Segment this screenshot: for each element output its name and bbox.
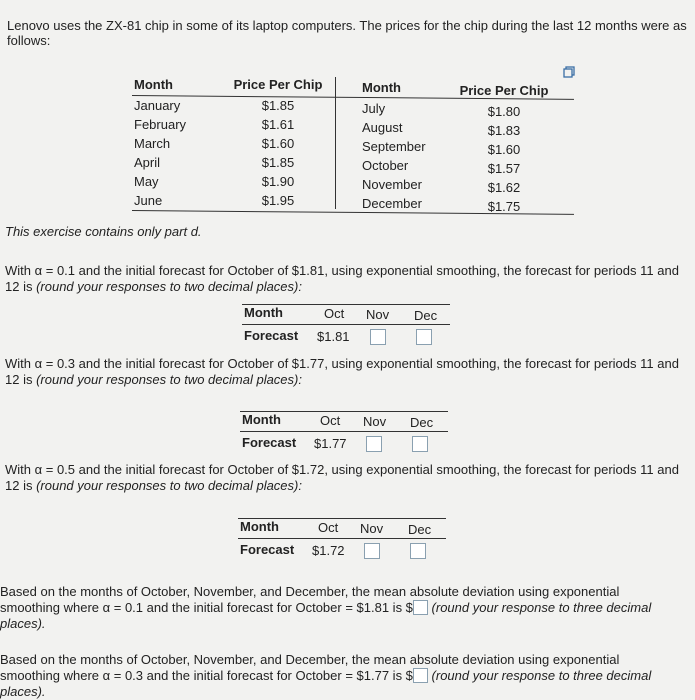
dec-forecast-input[interactable] xyxy=(416,329,432,345)
question-text: With α = 0.5 and the initial forecast for October of $1.72, using exponential smoothing, the forecast for periods 11 and 12 is xyxy=(5,462,679,493)
question-text: With α = 0.1 and the initial forecast for October of $1.81, using exponential smoothing, the forecast for periods 11 and 12 is xyxy=(5,263,679,294)
nov-header: Nov xyxy=(366,307,390,322)
forecast-table-alpha-05 xyxy=(238,518,448,566)
col-price-right xyxy=(452,83,556,214)
mad-question-alpha-01 xyxy=(0,584,660,632)
mad-text: Based on the months of October, November, and December, the mean absolute deviation using exponential smoothing where α = 0.3 and the initial forecast for October = $1.77 is $ xyxy=(0,652,620,683)
oct-header: Oct xyxy=(318,520,339,535)
forecast-label: Forecast xyxy=(240,542,295,557)
forecast-table-alpha-03 xyxy=(240,411,450,459)
price-table xyxy=(132,77,574,217)
header-price-left: Price Per Chip xyxy=(233,77,323,92)
month-cell: April xyxy=(134,155,161,170)
price-cell: $1.57 xyxy=(487,161,521,176)
price-cell: $1.80 xyxy=(487,104,521,119)
month-cell: May xyxy=(134,174,159,189)
header-month-right: Month xyxy=(362,80,401,95)
oct-header: Oct xyxy=(324,306,345,321)
rounding-instruction: (round your responses to two decimal places): xyxy=(36,279,302,294)
rounding-instruction: (round your responses to two decimal places): xyxy=(36,372,302,387)
question-text: With α = 0.3 and the initial forecast for October of $1.77, using exponential smoothing, the forecast for periods 11 and 12 is xyxy=(5,356,679,387)
price-cell: $1.75 xyxy=(487,199,521,214)
question-alpha-01 xyxy=(5,263,693,295)
forecast-label: Forecast xyxy=(244,328,299,343)
nov-forecast-input[interactable] xyxy=(364,543,380,559)
nov-header: Nov xyxy=(363,414,387,429)
dec-header: Dec xyxy=(410,415,434,430)
mad-input[interactable] xyxy=(413,668,428,683)
rounding-instruction: (round your response to three decimal places). xyxy=(0,668,652,699)
oct-forecast-value: $1.81 xyxy=(317,329,350,344)
month-cell: June xyxy=(134,193,163,208)
dec-forecast-input[interactable] xyxy=(412,436,428,452)
price-cell: $1.90 xyxy=(261,174,295,189)
month-cell: September xyxy=(362,139,426,154)
price-cell: $1.85 xyxy=(261,98,295,113)
month-cell: November xyxy=(362,177,422,192)
exercise-note: This exercise contains only part d. xyxy=(5,224,202,239)
price-cell: $1.83 xyxy=(487,123,521,138)
price-cell: $1.62 xyxy=(487,180,521,195)
mad-input[interactable] xyxy=(413,600,428,615)
dec-forecast-input[interactable] xyxy=(410,543,426,559)
col-month-right xyxy=(362,80,426,211)
rounding-instruction: (round your responses to two decimal places): xyxy=(36,478,302,493)
mad-text: Based on the months of October, November, and December, the mean absolute deviation using exponential smoothing where α = 0.1 and the initial forecast for October = $1.81 is $ xyxy=(0,584,620,615)
month-cell: December xyxy=(362,196,422,211)
oct-forecast-value: $1.72 xyxy=(312,543,345,558)
month-cell: July xyxy=(362,101,386,116)
price-cell: $1.60 xyxy=(261,136,295,151)
nov-forecast-input[interactable] xyxy=(370,329,386,345)
price-cell: $1.61 xyxy=(261,117,295,132)
dec-header: Dec xyxy=(414,308,438,323)
forecast-label: Forecast xyxy=(242,435,297,450)
mad-question-alpha-03 xyxy=(0,652,660,700)
month-cell: October xyxy=(362,158,409,173)
price-cell: $1.85 xyxy=(261,155,295,170)
month-cell: February xyxy=(134,117,187,132)
oct-forecast-value: $1.77 xyxy=(314,436,347,451)
month-cell: August xyxy=(362,120,403,135)
col-month-left xyxy=(134,77,187,208)
problem-intro: Lenovo uses the ZX-81 chip in some of its laptop computers. The prices for the chip during the last 12 months were as follows: xyxy=(7,18,687,48)
price-cell: $1.95 xyxy=(261,193,295,208)
header-price-right: Price Per Chip xyxy=(459,83,549,98)
oct-header: Oct xyxy=(320,413,341,428)
column-divider xyxy=(335,77,336,209)
month-label: Month xyxy=(244,305,283,320)
question-alpha-05 xyxy=(5,462,693,494)
rounding-instruction: (round your response to three decimal places). xyxy=(0,600,652,631)
forecast-table-alpha-01 xyxy=(242,304,452,352)
header-month-left: Month xyxy=(134,77,173,92)
col-price-left xyxy=(232,77,324,208)
month-label: Month xyxy=(242,412,281,427)
month-label: Month xyxy=(240,519,279,534)
nov-header: Nov xyxy=(360,521,384,536)
price-cell: $1.60 xyxy=(487,142,521,157)
dec-header: Dec xyxy=(408,522,432,537)
question-alpha-03 xyxy=(5,356,693,388)
month-cell: March xyxy=(134,136,171,151)
month-cell: January xyxy=(134,98,181,113)
nov-forecast-input[interactable] xyxy=(366,436,382,452)
